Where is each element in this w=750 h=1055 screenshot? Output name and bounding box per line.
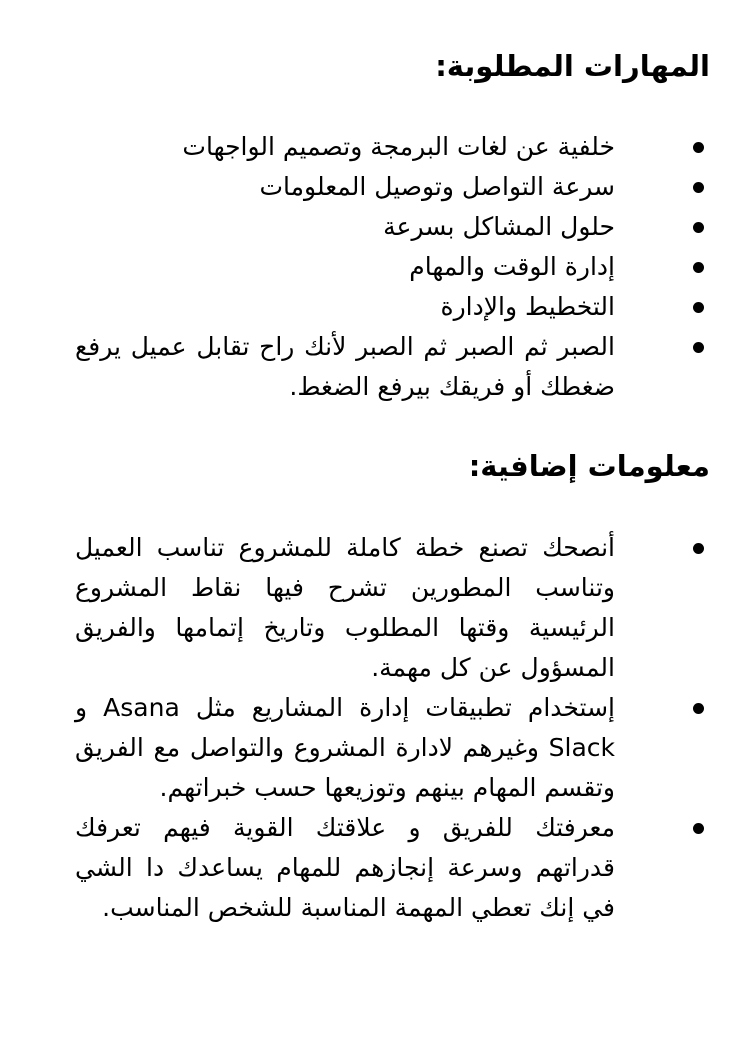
required-skills-list [75, 127, 615, 407]
bullet-icon [693, 703, 704, 714]
bullet-icon [693, 182, 704, 193]
list-item-text: سرعة التواصل وتوصيل المعلومات [259, 172, 615, 201]
list-item [75, 287, 615, 327]
bullet-icon [693, 543, 704, 554]
list-item-text: التخطيط والإدارة [440, 292, 615, 321]
list-item-text: إدارة الوقت والمهام [409, 252, 615, 281]
bullet-icon [693, 342, 704, 353]
list-item [75, 327, 615, 407]
list-item-text: إستخدام تطبيقات إدارة المشاريع مثل Asana و Slack وغيرهم لادارة المشروع والتواصل مع الفريق وتقسم المهام بينهم وتوزيعها حسب خبراتهم. [75, 693, 615, 802]
bullet-icon [693, 262, 704, 273]
list-item [75, 207, 615, 247]
list-item-text: أنصحك تصنع خطة كاملة للمشروع تناسب العميل وتناسب المطورين تشرح فيها نقاط المشروع الرئيسية وقتها المطلوب وتاريخ إتمامها والفريق المسؤول عن كل مهمة. [75, 533, 615, 682]
list-item-text: معرفتك للفريق و علاقتك القوية فيهم تعرفك قدراتهم وسرعة إنجازهم للمهام يساعدك دا الشي في إنك تعطي المهمة المناسبة للشخص المناسب. [75, 813, 615, 922]
required-skills-heading: المهارات المطلوبة: [435, 49, 710, 83]
bullet-icon [693, 222, 704, 233]
list-item [75, 808, 615, 928]
list-item-text: خلفية عن لغات البرمجة وتصميم الواجهات [182, 132, 615, 161]
additional-info-list [75, 528, 615, 928]
list-item [75, 688, 615, 808]
list-item-text: حلول المشاكل بسرعة [383, 212, 615, 241]
list-item [75, 247, 615, 287]
bullet-icon [693, 823, 704, 834]
list-item [75, 167, 615, 207]
additional-info-heading: معلومات إضافية: [468, 449, 710, 483]
list-item [75, 127, 615, 167]
list-item-text: الصبر ثم الصبر ثم الصبر لأنك راح تقابل عميل يرفع ضغطك أو فريقك بيرفع الضغط. [75, 332, 615, 401]
list-item [75, 528, 615, 688]
bullet-icon [693, 302, 704, 313]
bullet-icon [693, 142, 704, 153]
